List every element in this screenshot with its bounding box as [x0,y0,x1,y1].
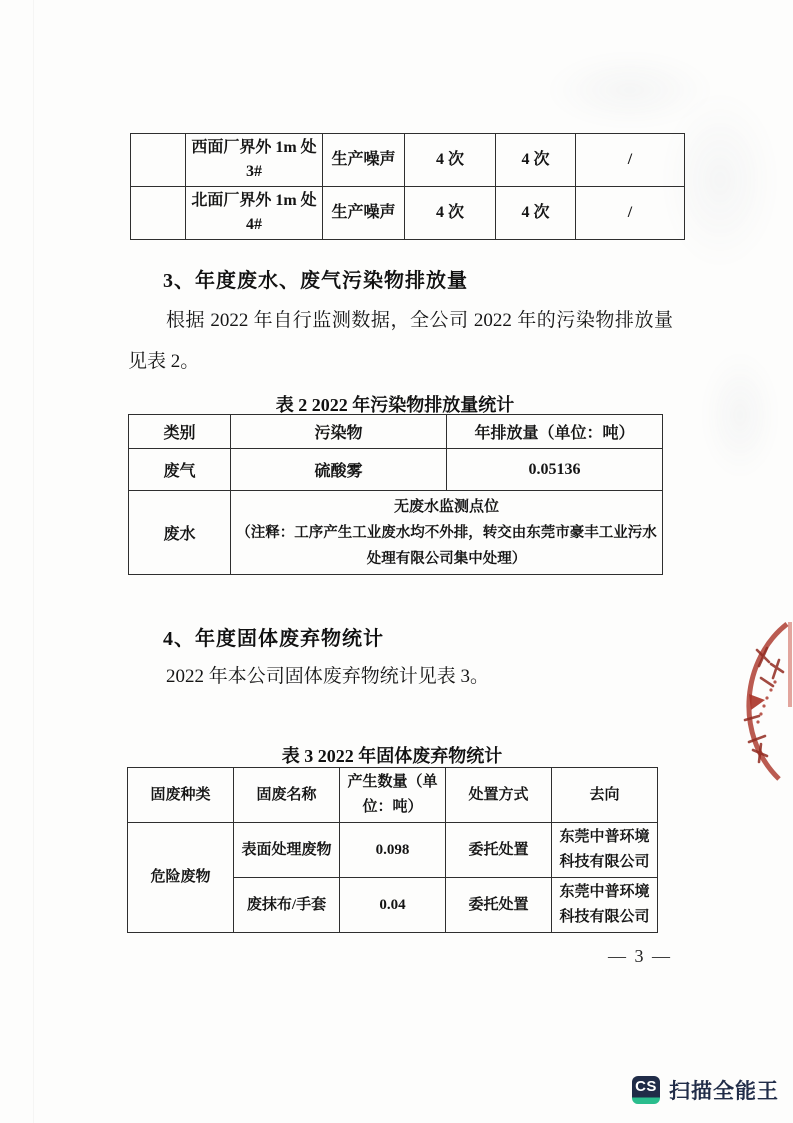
column-header: 类别 [129,415,231,449]
count-cell: 4 次 [496,134,576,187]
red-stamp-icon [715,616,793,786]
bleedthrough-mark [545,50,715,130]
camscanner-watermark [632,1074,779,1106]
section3-heading: 3、年度废水、废气污染物排放量 [163,270,468,292]
column-header: 固废名称 [234,768,340,823]
camscanner-icon-text: CS [635,1078,657,1095]
method-cell: 委托处置 [446,878,552,933]
table-header-row [129,415,663,449]
table-row [129,449,663,491]
section4-heading: 4、年度固体废弃物统计 [163,628,384,650]
waste-category-cell: 危险废物 [128,823,234,933]
empty-cell [131,134,186,187]
noise-monitoring-table [130,133,685,240]
table-header-row [128,768,658,823]
camscanner-icon [632,1076,660,1104]
table3-caption: 表 3 2022 年固体废弃物统计 [281,746,503,766]
column-header: 处置方式 [446,768,552,823]
count-cell: 4 次 [405,187,496,240]
waste-name-cell: 表面处理废物 [234,823,340,878]
result-cell: / [576,134,685,187]
column-header: 固废种类 [128,768,234,823]
table-row [131,134,685,187]
count-cell: 4 次 [496,187,576,240]
bleedthrough-mark [700,350,780,480]
quantity-cell: 0.04 [340,878,446,933]
location-line1: 北面厂界外 1m 处 [191,192,317,209]
column-header: 去向 [552,768,658,823]
location-line1: 西面厂界外 1m 处 [191,139,317,156]
section3-paragraph: 根据 2022 年自行监测数据，全公司 2022 年的污染物排放量见表 2。 [128,310,673,372]
location-line2: 3# [246,163,262,180]
column-header: 年排放量（单位：吨） [447,415,663,449]
result-cell: / [576,187,685,240]
table-row [131,187,685,240]
table-row [129,491,663,575]
location-cell [186,134,323,187]
count-cell: 4 次 [405,134,496,187]
waste-name-cell: 废抹布/手套 [234,878,340,933]
destination-cell: 东莞中普环境科技有限公司 [552,823,658,878]
note-text: （注释：工序产生工业废水均不外排，转交由东莞市豪丰工业污水处理有限公司集中处理） [236,524,657,567]
watermark-label: 扫描全能王 [669,1080,779,1103]
location-line2: 4# [246,216,262,233]
pollutant-emission-table [128,414,663,575]
column-header: 污染物 [231,415,447,449]
note-title: 无废水监测点位 [393,498,499,515]
solid-waste-table [127,767,658,933]
item-cell: 生产噪声 [323,187,405,240]
destination-cell: 东莞中普环境科技有限公司 [552,878,658,933]
empty-cell [131,187,186,240]
quantity-cell: 0.098 [340,823,446,878]
category-cell: 废水 [129,491,231,575]
pollutant-cell: 硫酸雾 [231,449,447,491]
column-header: 产生数量（单位：吨） [340,768,446,823]
scan-fold-line [33,0,34,1123]
category-cell: 废气 [129,449,231,491]
location-cell [186,187,323,240]
amount-cell: 0.05136 [447,449,663,491]
note-cell [231,491,663,575]
table2-caption: 表 2 2022 年污染物排放量统计 [275,395,515,415]
method-cell: 委托处置 [446,823,552,878]
section4-paragraph: 2022 年本公司固体废弃物统计见表 3。 [166,666,490,687]
page-number: — 3 — [608,946,672,966]
table-row [128,823,658,878]
item-cell: 生产噪声 [323,134,405,187]
